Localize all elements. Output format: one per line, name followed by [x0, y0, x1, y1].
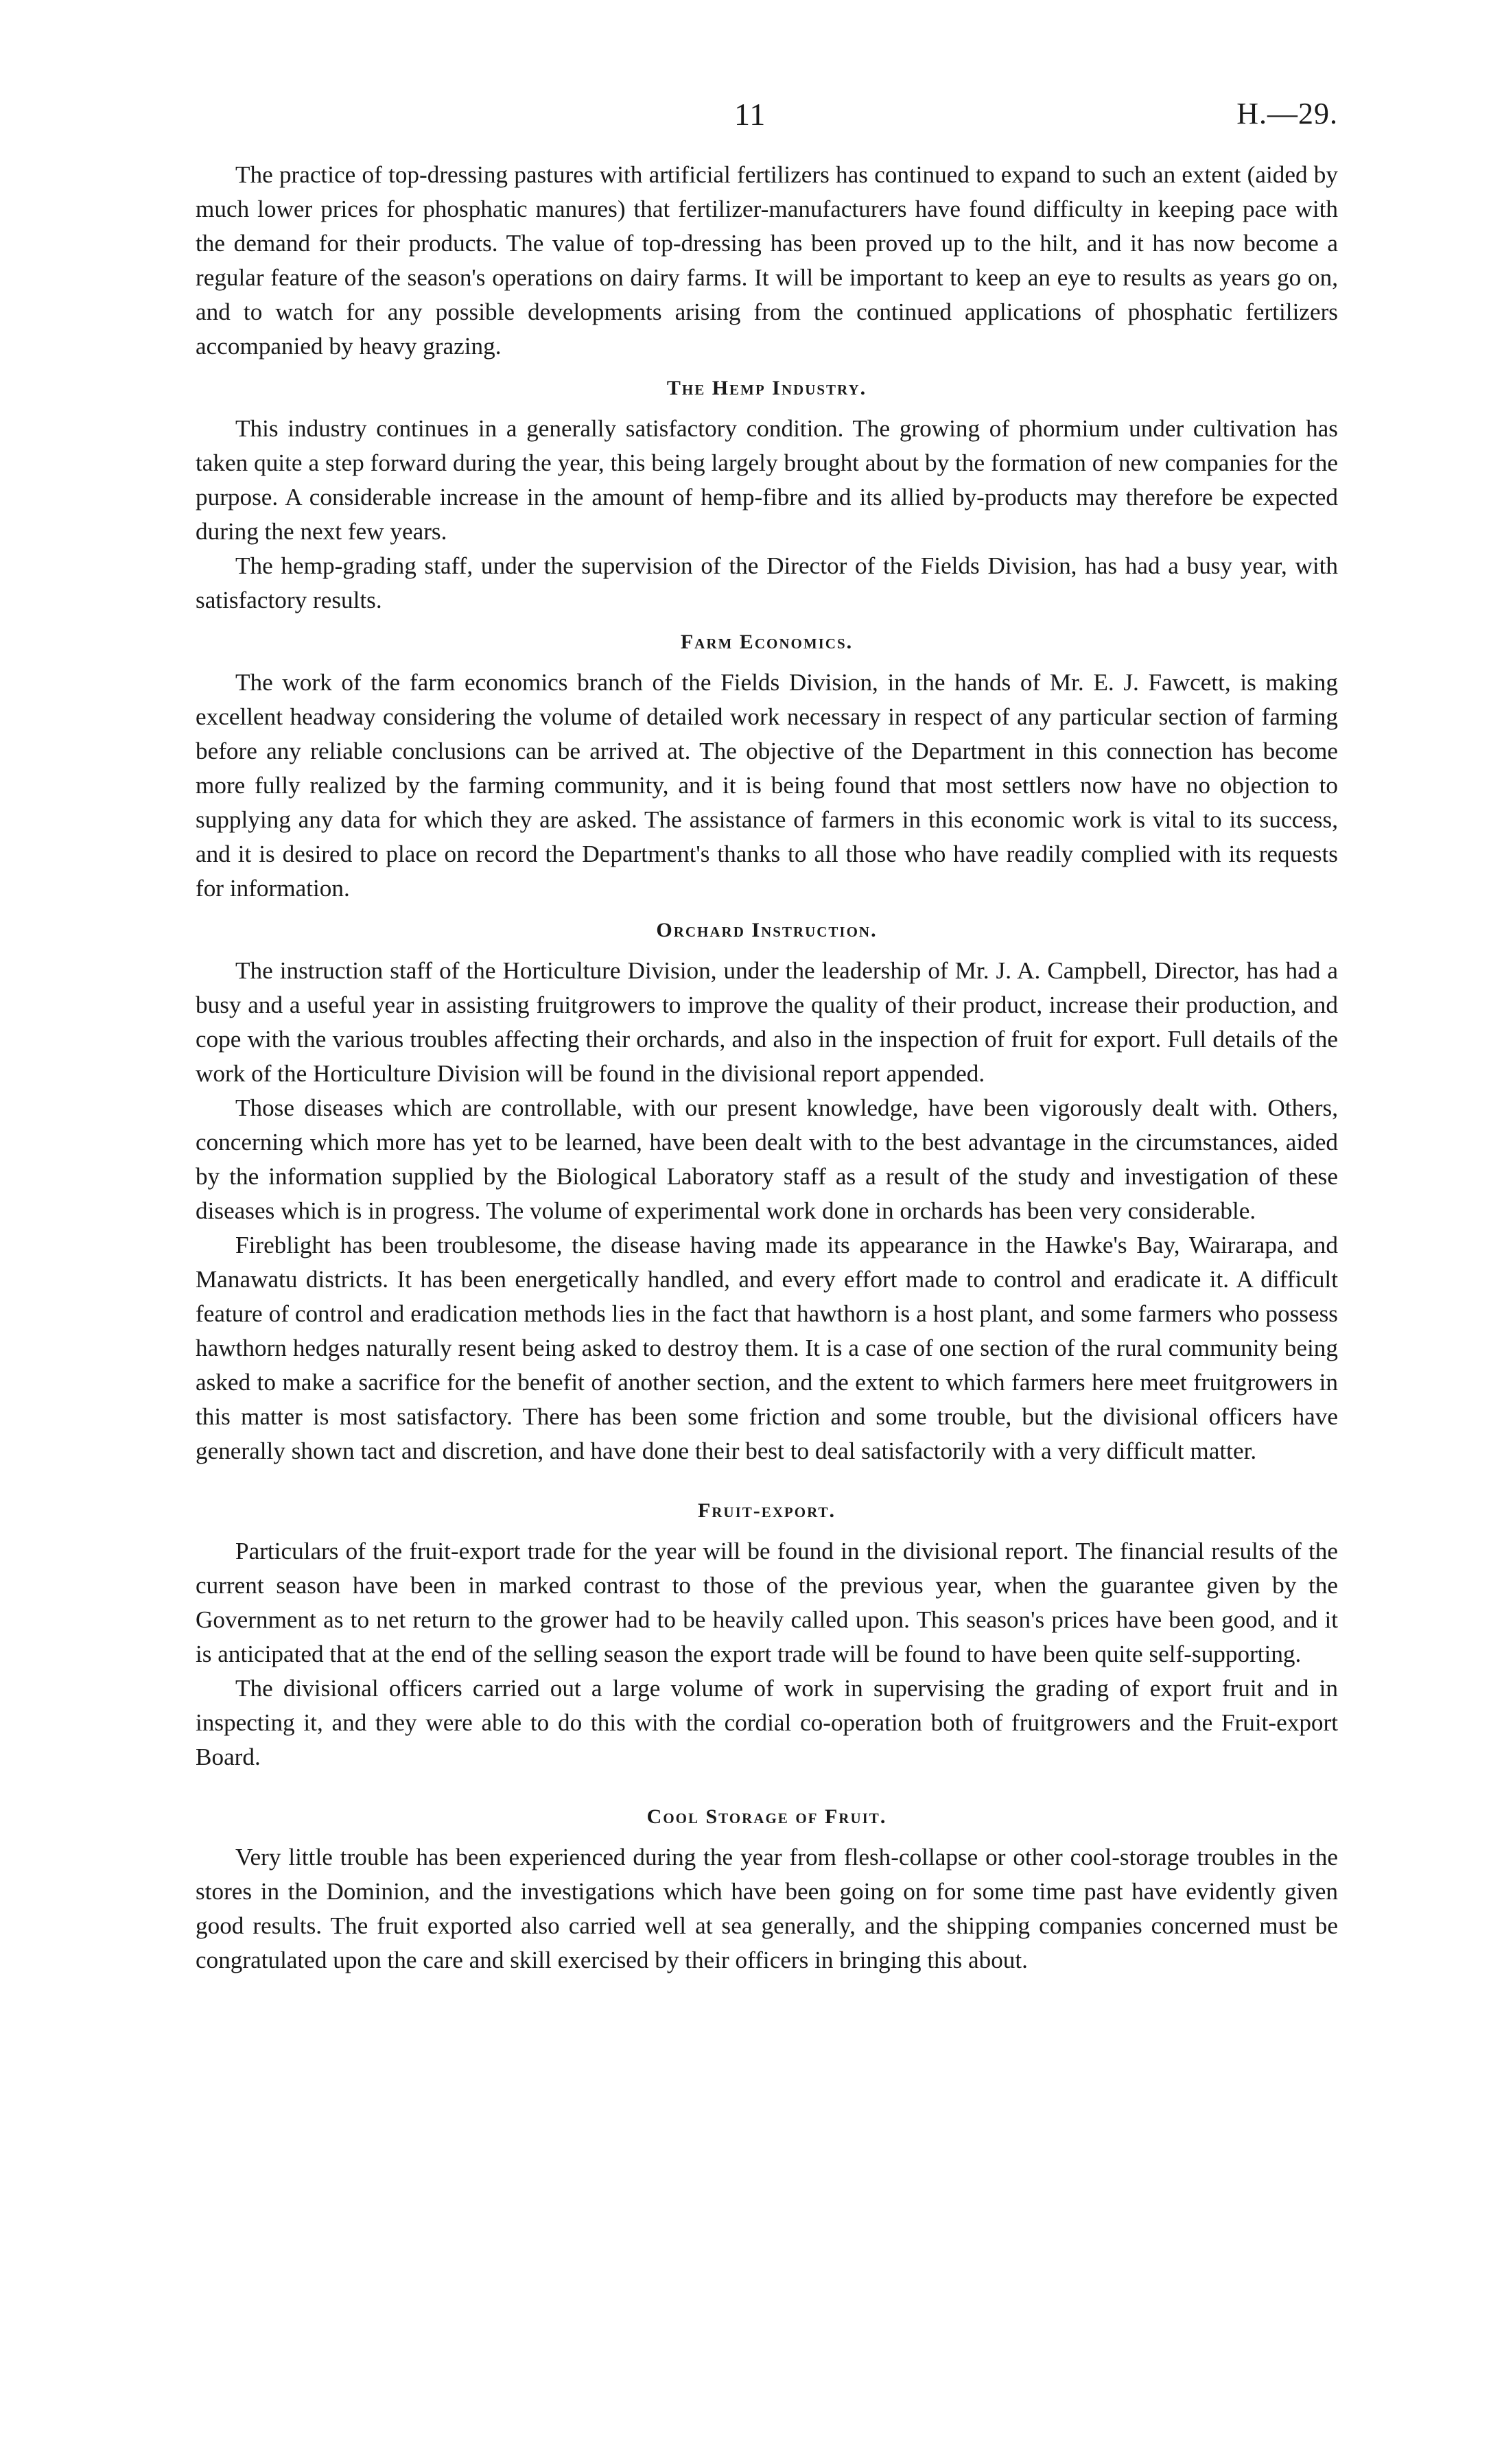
- section-heading: Orchard Instruction.: [656, 919, 878, 941]
- paragraph: Those diseases which are controllable, with our present knowledge, have been vigorously dealt with. Others, concerning which more has yet to be learned, have been dealt with to the best advantage in the circumstances, aided by the information supplied by the Biological Laboratory staff as a result of the study and investigation of these diseases which is in progress. The volume of experimental work done in orchards has been very considerable.: [196, 1094, 1338, 1224]
- section-top-dressing: [196, 158, 1338, 364]
- paragraph: This industry continues in a generally satisfactory condition. The growing of phormium under cultivation has taken quite a step forward during the year, this being largely brought about by the formation of new companies for the purpose. A considerable increase in the amount of hemp-fibre and its allied by-products may therefore be expected during the next few years.: [196, 415, 1338, 545]
- section-cool-storage: [196, 1803, 1338, 1978]
- paragraph: The divisional officers carried out a large volume of work in supervising the grading of export fruit and in inspecting it, and they were able to do this with the cordial co-operation both of fruitgrowers and the Fruit-export Board.: [196, 1675, 1338, 1770]
- paragraph: Particulars of the fruit-export trade for the year will be found in the divisional report. The financial results of the current season have been in marked contrast to those of the previous year, when the guarantee given by the Government as to net return to the grower had to be heavily called upon. This season's prices have been good, and it is anticipated that at the end of the selling season the export trade will be found to have been quite self-supporting.: [196, 1538, 1338, 1667]
- section-hemp-industry: [196, 375, 1338, 618]
- paragraph: The practice of top-dressing pastures with artificial fertilizers has continued to expand to such an extent (aided by much lower prices for phosphatic manures) that fertilizer-manufacturers have found difficulty in keeping pace with the demand for their products. The value of top-dressing has been proved up to the hilt, and it has now become a regular feature of the season's operations on dairy farms. It will be important to keep an eye to results as years go on, and to watch for any possible developments arising from the continued applications of phosphatic fertilizers accompanied by heavy grazing.: [196, 161, 1338, 360]
- document-page: [196, 96, 1338, 1978]
- section-orchard-instruction: [196, 917, 1338, 1468]
- section-fruit-export: [196, 1497, 1338, 1774]
- document-reference: H.—29.: [1236, 97, 1338, 130]
- page-header: [196, 96, 1338, 158]
- section-heading: Cool Storage of Fruit.: [646, 1805, 887, 1828]
- paragraph: Fireblight has been troublesome, the disease having made its appearance in the Hawke's Bay, Wairarapa, and Manawatu districts. It has been energetically handled, and every effort made to control and eradicate it. A difficult feature of control and eradication methods lies in the fact that hawthorn is a host plant, and some farmers who possess hawthorn hedges naturally resent being asked to destroy them. It is a case of one section of the rural community being asked to make a sacrifice for the benefit of another section, and the extent to which farmers here meet fruitgrowers in this matter is most satisfactory. There has been some friction and some trouble, but the divisional officers have generally shown tact and discretion, and have done their best to deal satisfactorily with a very difficult matter.: [196, 1232, 1338, 1464]
- section-farm-economics: [196, 629, 1338, 906]
- section-heading: Farm Economics.: [680, 631, 854, 653]
- section-heading: Fruit-export.: [697, 1499, 836, 1522]
- paragraph: The hemp-grading staff, under the supervision of the Director of the Fields Division, has had a busy year, with satisfactory results.: [196, 552, 1338, 613]
- paragraph: The work of the farm economics branch of the Fields Division, in the hands of Mr. E. J. Fawcett, is making excellent headway considering the volume of detailed work necessary in respect of any particular section of farming before any reliable conclusions can be arrived at. The objective of the Department in this connection has become more fully realized by the farming community, and it is being found that most settlers now have no objection to supplying any data for which they are asked. The assistance of farmers in this economic work is vital to its success, and it is desired to place on record the Department's thanks to all those who have readily complied with its requests for information.: [196, 669, 1338, 902]
- paragraph: Very little trouble has been experienced during the year from flesh-collapse or other cool-storage troubles in the stores in the Dominion, and the investigations which have been going on for some time past have evidently given good results. The fruit exported also carried well at sea generally, and the shipping companies concerned must be congratulated upon the care and skill exercised by their officers in bringing this about.: [196, 1844, 1338, 1973]
- page-number: 11: [734, 97, 766, 132]
- paragraph: The instruction staff of the Horticulture Division, under the leadership of Mr. J. A. Campbell, Director, has had a busy and a useful year in assisting fruitgrowers to improve the quality of their product, increase their production, and cope with the various troubles affecting their orchards, and also in the inspection of fruit for export. Full details of the work of the Horticulture Division will be found in the divisional report appended.: [196, 957, 1338, 1087]
- section-heading: The Hemp Industry.: [666, 377, 867, 399]
